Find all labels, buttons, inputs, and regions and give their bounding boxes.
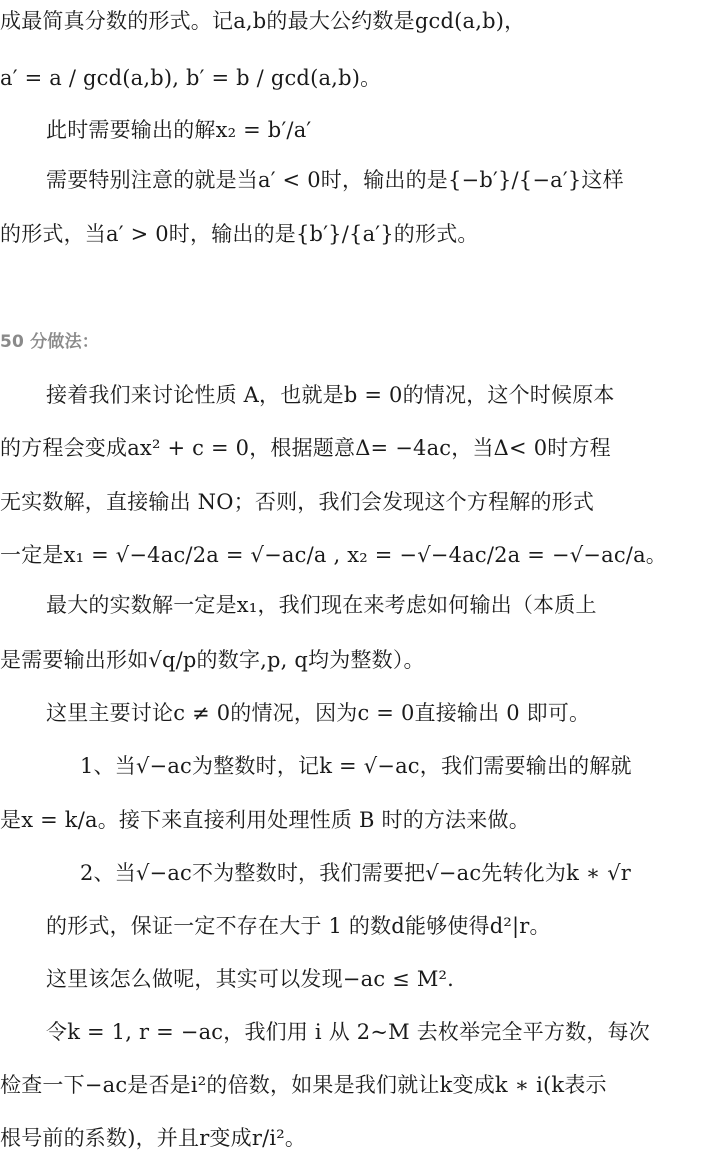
- text-line-13: 1、当√−ac为整数时，记k = √−ac，我们需要输出的解就: [80, 754, 632, 778]
- text-line-16: 的形式，保证一定不存在大于 1 的数d能够使得d²|r。: [46, 914, 551, 938]
- section-heading: 50 分做法：: [0, 332, 99, 352]
- text-line-5: 的形式，当a′ > 0时，输出的是{b′}/{a′}的形式。: [0, 222, 479, 246]
- text-line-15: 2、当√−ac不为整数时，我们需要把√−ac先转化为k ∗ √r: [80, 861, 632, 885]
- text-line-18: 令k = 1, r = −ac，我们用 i 从 2~M 去枚举完全平方数，每次: [46, 1020, 650, 1044]
- text-line-4: 需要特别注意的就是当a′ < 0时，输出的是{−b′}/{−a′}这样: [46, 168, 624, 192]
- text-line-12: 这里主要讨论c ≠ 0的情况，因为c = 0直接输出 0 即可。: [46, 701, 591, 725]
- text-line-9: 一定是x₁ = √−4ac/2a = √−ac/a , x₂ = −√−4ac/2a = −√−ac/a。: [0, 543, 667, 567]
- text-line-7: 的方程会变成ax² + c = 0，根据题意Δ= −4ac，当Δ< 0时方程: [0, 436, 611, 460]
- text-line-14: 是x = k/a。接下来直接利用处理性质 B 时的方法来做。: [0, 808, 530, 832]
- text-line-17: 这里该怎么做呢，其实可以发现−ac ≤ M².: [46, 967, 455, 991]
- text-line-20: 根号前的系数)，并且r变成r/i²。: [0, 1126, 307, 1150]
- text-line-11: 是需要输出形如√q/p的数字,p, q均为整数）。: [0, 648, 425, 672]
- text-line-2: a′ = a / gcd(a,b), b′ = b / gcd(a,b)。: [0, 66, 382, 90]
- text-line-19: 检查一下−ac是否是i²的倍数，如果是我们就让k变成k ∗ i(k表示: [0, 1073, 607, 1097]
- text-line-1: 成最简真分数的形式。记a,b的最大公约数是gcd(a,b)，: [0, 9, 526, 33]
- text-line-3: 此时需要输出的解x₂ = b′/a′: [46, 118, 312, 142]
- text-line-6: 接着我们来讨论性质 A，也就是b = 0的情况，这个时候原本: [46, 383, 615, 407]
- text-line-10: 最大的实数解一定是x₁，我们现在来考虑如何输出（本质上: [46, 593, 597, 617]
- text-line-8: 无实数解，直接输出 NO；否则，我们会发现这个方程解的形式: [0, 490, 595, 514]
